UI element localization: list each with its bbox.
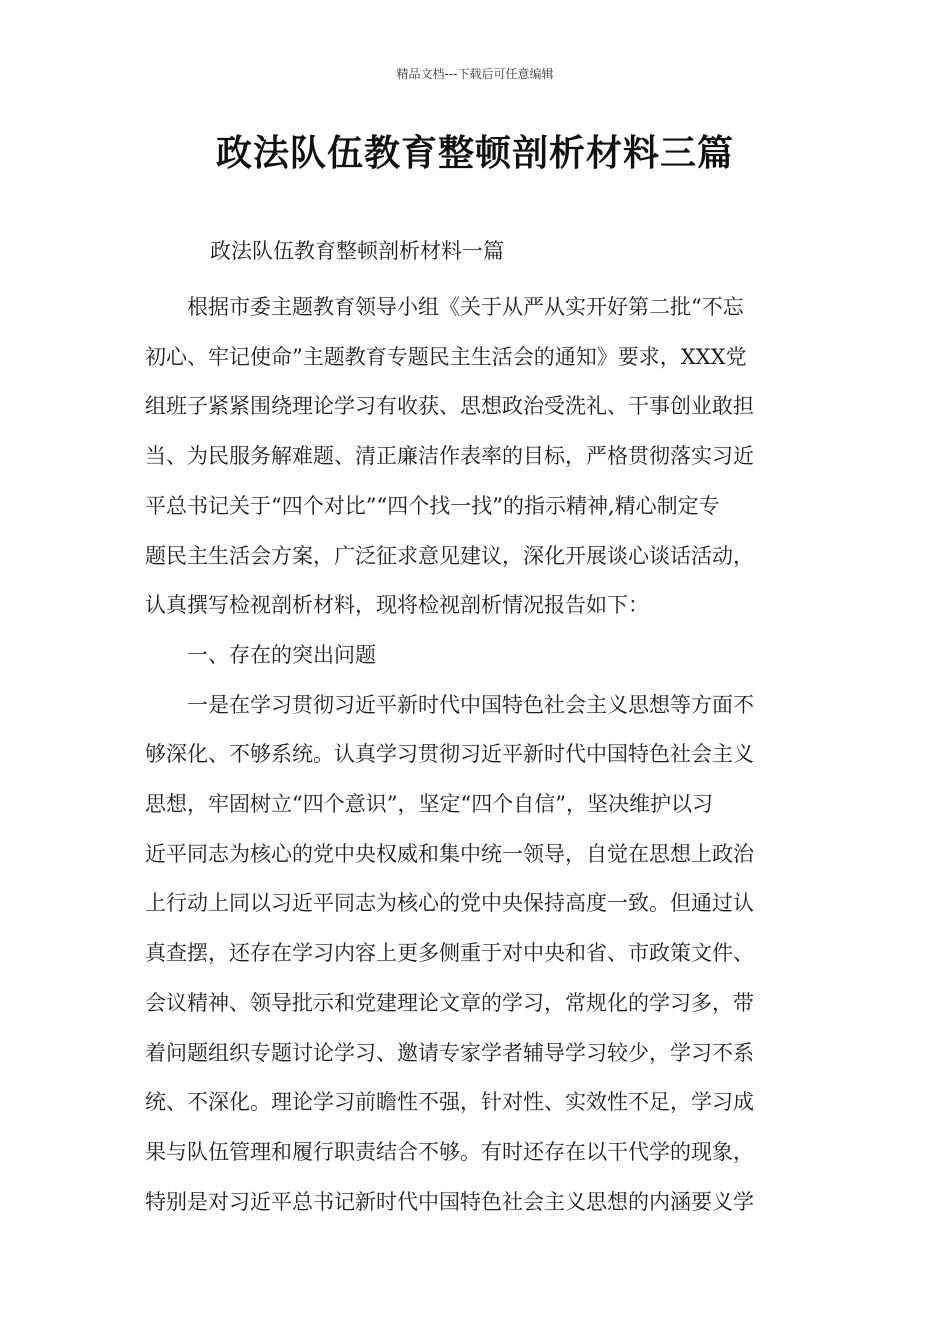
header-note: 精品文档---下载后可任意编辑 — [396, 67, 554, 81]
body-line: 平总书记关于“四个对比”“四个找一找”的指示精神,精心制定专 — [145, 493, 720, 518]
body-line: 真查摆，还存在学习内容上更多侧重于对中央和省、市政策文件、 — [145, 941, 754, 966]
body-line: 着问题组织专题讨论学习、邀请专家学者辅导学习较少，学习不系 — [145, 1040, 754, 1065]
body-line: 果与队伍管理和履行职责结合不够。有时还存在以干代学的现象， — [145, 1139, 754, 1164]
body-line: 上行动上同以习近平同志为核心的党中央保持高度一致。但通过认 — [145, 891, 754, 916]
section-subtitle: 政法队伍教育整顿剖析材料一篇 — [210, 239, 504, 263]
document-title: 政法队伍教育整顿剖析材料三篇 — [215, 133, 734, 174]
body-line: 近平同志为核心的党中央权威和集中统一领导，自觉在思想上政治 — [145, 841, 754, 866]
body-line: 当、为民服务解难题、清正廉洁作表率的目标，严格贯彻落实习近 — [145, 444, 754, 469]
section-heading: 一、存在的突出问题 — [145, 642, 376, 667]
body-line: 特别是对习近平总书记新时代中国特色社会主义思想的内涵要义学 — [145, 1189, 754, 1214]
body-line: 题民主生活会方案，广泛征求意见建议，深化开展谈心谈话活动， — [145, 543, 754, 568]
body-line: 一是在学习贯彻习近平新时代中国特色社会主义思想等方面不 — [145, 692, 754, 717]
body-line: 统、不深化。理论学习前瞻性不强，针对性、实效性不足，学习成 — [145, 1090, 754, 1115]
body-line: 根据市委主题教育领导小组《关于从严从实开好第二批“不忘 — [145, 295, 744, 319]
body-line: 初心、牢记使命”主题教育专题民主生活会的通知》要求，XXX党 — [145, 344, 747, 369]
body-line: 会议精神、领导批示和党建理论文章的学习，常规化的学习多，带 — [145, 990, 754, 1015]
body-line: 组班子紧紧围绕理论学习有收获、思想政治受洗礼、干事创业敢担 — [145, 394, 754, 419]
body-line: 认真撰写检视剖析材料，现将检视剖析情况报告如下： — [145, 593, 649, 618]
body-line: 够深化、不够系统。认真学习贯彻习近平新时代中国特色社会主义 — [145, 742, 754, 767]
body-line: 思想，牢固树立“四个意识”，坚定“四个自信”，坚决维护以习 — [145, 792, 713, 817]
body-text — [145, 283, 807, 1227]
